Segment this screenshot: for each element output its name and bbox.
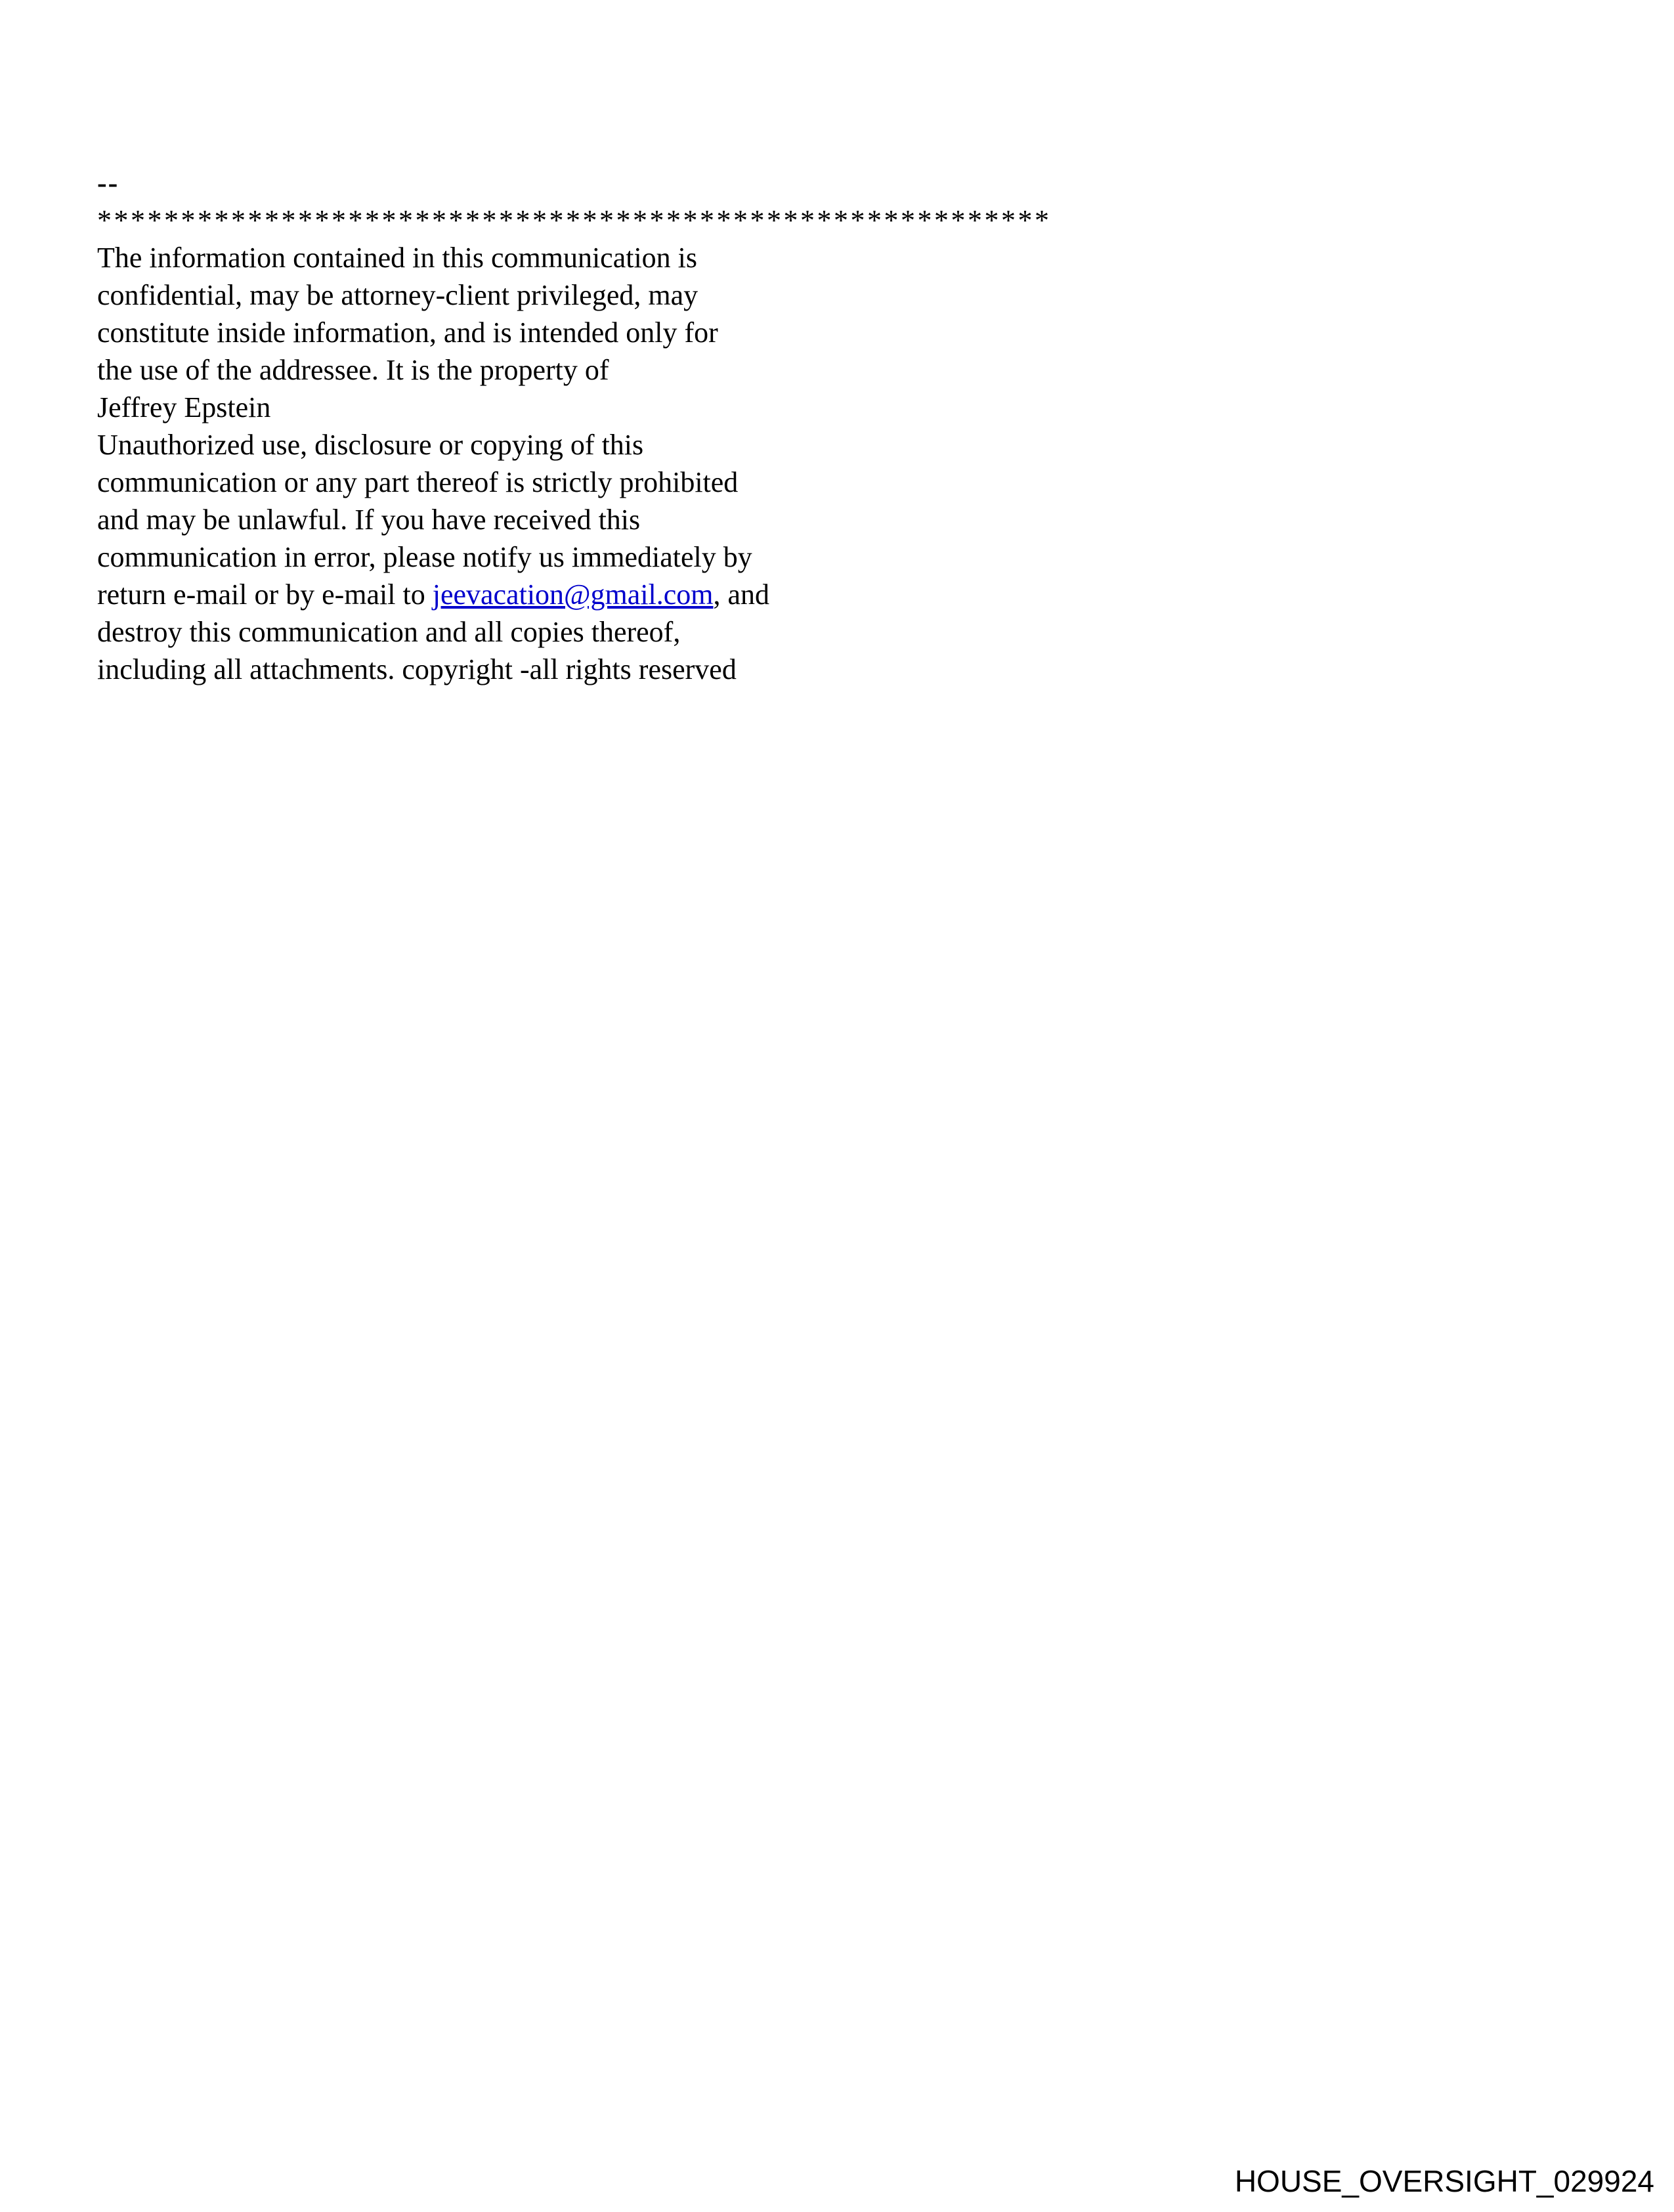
disclaimer-line: communication in error, please notify us immediately by — [97, 541, 752, 573]
disclaimer-line: The information contained in this communication is — [97, 242, 698, 274]
disclaimer-line: communication or any part thereof is strictly prohibited — [97, 466, 739, 498]
signature-separator-dashes: -- — [97, 167, 119, 199]
email-disclaimer-block — [97, 164, 1052, 688]
email-address-link[interactable]: jeevacation@gmail.com — [432, 578, 714, 611]
disclaimer-line: constitute inside information, and is intended only for — [97, 316, 718, 349]
disclaimer-line: confidential, may be attorney-client privileged, may — [97, 279, 698, 311]
disclaimer-email-line — [97, 576, 1052, 613]
bates-number-stamp: HOUSE_OVERSIGHT_029924 — [1234, 2164, 1654, 2198]
email-line-text-before: return e-mail or by e-mail to — [97, 578, 433, 611]
disclaimer-line: Unauthorized use, disclosure or copying of this — [97, 429, 644, 461]
disclaimer-line-owner-name: Jeffrey Epstein — [97, 391, 271, 423]
email-line-text-after: , and — [713, 578, 770, 611]
disclaimer-line: including all attachments. copyright -all rights reserved — [97, 653, 737, 685]
disclaimer-line: and may be unlawful. If you have received this — [97, 504, 641, 536]
asterisk-divider: ********************************************************* — [97, 204, 1052, 236]
disclaimer-line: destroy this communication and all copies thereof, — [97, 616, 681, 648]
disclaimer-line: the use of the addressee. It is the property of — [97, 354, 609, 386]
